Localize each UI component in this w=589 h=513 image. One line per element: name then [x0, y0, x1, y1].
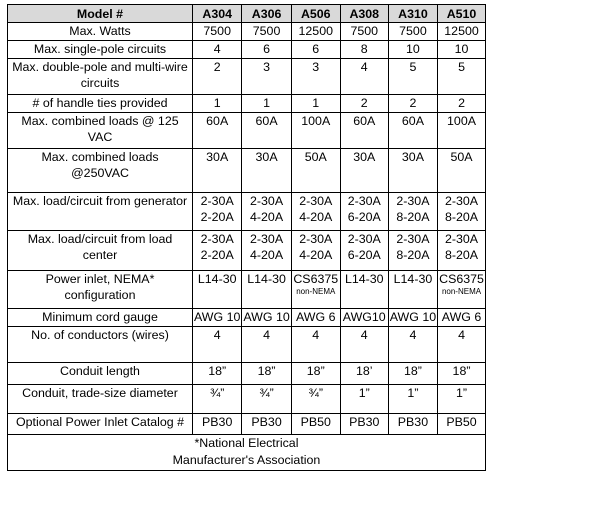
row-label-line: center	[82, 248, 118, 262]
cell-value: 2-30A	[347, 194, 381, 208]
table-cell	[438, 59, 486, 95]
cell-value: 8	[360, 42, 368, 56]
cell-value: 12500	[444, 24, 479, 38]
table-row	[8, 95, 486, 113]
column-header-a310: A310	[388, 5, 437, 23]
cell-value: 60A	[255, 114, 278, 128]
cell-value: 8-20A	[444, 248, 479, 262]
cell-value: ¾”	[308, 386, 323, 400]
cell-value: 7500	[350, 24, 379, 38]
cell-value: 12500	[298, 24, 333, 38]
table-row	[8, 327, 486, 363]
cell-value: 2	[458, 96, 465, 110]
column-header-a510: A510	[438, 5, 486, 23]
table-cell	[438, 363, 486, 385]
table-cell	[438, 149, 486, 193]
table-cell	[291, 231, 340, 271]
row-label-line: Max. combined loads @ 125	[21, 114, 179, 128]
table-cell	[438, 385, 486, 414]
cell-value: 18”	[306, 364, 325, 378]
table-cell	[291, 149, 340, 193]
cell-value: 50A	[450, 150, 473, 164]
table-cell	[291, 193, 340, 231]
row-label-line: Optional Power Inlet Catalog #	[15, 415, 185, 429]
cell-value: 3	[312, 60, 320, 74]
cell-value: 4	[360, 60, 368, 74]
row-label	[8, 41, 193, 59]
column-header-a506: A506	[291, 5, 340, 23]
table-row	[8, 41, 486, 59]
row-label	[8, 309, 193, 327]
table-cell	[242, 363, 291, 385]
cell-value: 2-30A	[250, 232, 284, 246]
cell-value: 2-20A	[200, 248, 234, 262]
row-label	[8, 95, 193, 113]
table-cell	[340, 149, 388, 193]
table-cell	[388, 309, 437, 327]
spec-table-container	[7, 4, 486, 471]
row-label-line: No. of conductors (wires)	[31, 328, 169, 342]
table-cell	[438, 23, 486, 41]
table-cell	[193, 414, 242, 435]
row-label-line: Max. load/circuit from load	[27, 232, 173, 246]
cell-value: 2-30A	[200, 232, 234, 246]
table-cell	[438, 231, 486, 271]
cell-value: AWG 6	[296, 310, 336, 324]
cell-value: 18”	[257, 364, 276, 378]
table-cell	[388, 363, 437, 385]
table-cell	[193, 385, 242, 414]
table-cell	[340, 193, 388, 231]
cell-value: 5	[458, 60, 465, 74]
cell-value: 4-20A	[299, 248, 333, 262]
table-cell	[340, 414, 388, 435]
table-cell	[242, 23, 291, 41]
table-cell	[388, 385, 437, 414]
cell-value: 6	[263, 42, 271, 56]
cell-value: 1”	[407, 386, 419, 400]
cell-value: 2-30A	[250, 194, 284, 208]
row-label-line: circuits	[80, 76, 120, 90]
table-cell	[340, 23, 388, 41]
row-label-line: VAC	[87, 130, 113, 144]
table-cell	[438, 327, 486, 363]
table-cell	[193, 149, 242, 193]
table-cell	[388, 41, 437, 59]
table-cell	[388, 23, 437, 41]
table-cell	[438, 414, 486, 435]
table-cell	[242, 41, 291, 59]
table-cell	[438, 271, 486, 309]
cell-value: 60A	[206, 114, 229, 128]
table-cell	[242, 149, 291, 193]
table-cell	[340, 363, 388, 385]
row-label	[8, 231, 193, 271]
cell-value: 1	[312, 96, 320, 110]
column-header-model: Model #	[8, 5, 193, 23]
cell-value: 2-30A	[396, 232, 430, 246]
table-cell	[291, 414, 340, 435]
cell-value: 7500	[252, 24, 281, 38]
table-cell	[388, 327, 437, 363]
cell-value: 4	[458, 328, 465, 342]
cell-value: 2-30A	[444, 232, 479, 246]
table-cell	[291, 95, 340, 113]
table-cell	[340, 113, 388, 149]
table-body	[8, 23, 486, 435]
cell-value: 30A	[255, 150, 278, 164]
table-cell	[340, 95, 388, 113]
cell-value: 8-20A	[444, 210, 479, 224]
table-cell	[388, 193, 437, 231]
table-cell	[242, 59, 291, 95]
cell-value: 1”	[358, 386, 370, 400]
row-label-line: Max. Watts	[69, 24, 131, 38]
cell-value: 30A	[206, 150, 229, 164]
cell-value: 30A	[353, 150, 376, 164]
cell-value: 2-20A	[200, 210, 234, 224]
cell-value: L14-30	[197, 272, 237, 286]
row-label	[8, 414, 193, 435]
table-cell	[193, 327, 242, 363]
table-cell	[242, 271, 291, 309]
cell-value: 18’	[355, 364, 373, 378]
cell-value: PB30	[202, 415, 233, 429]
table-cell	[193, 23, 242, 41]
table-cell	[340, 271, 388, 309]
table-cell	[291, 41, 340, 59]
row-label-line: Minimum cord gauge	[42, 310, 158, 324]
cell-value: L14-30	[393, 272, 433, 286]
cell-value: 3	[263, 60, 271, 74]
row-label	[8, 385, 193, 414]
cell-value: ¾”	[259, 386, 274, 400]
cell-value: PB30	[397, 415, 429, 429]
cell-note: non-NEMA	[296, 287, 336, 296]
table-cell	[242, 414, 291, 435]
table-cell	[193, 309, 242, 327]
cell-value: PB50	[300, 415, 331, 429]
table-cell	[291, 385, 340, 414]
table-cell	[340, 327, 388, 363]
table-cell	[193, 41, 242, 59]
table-cell	[291, 59, 340, 95]
table-cell	[388, 271, 437, 309]
table-cell	[438, 95, 486, 113]
table-cell	[291, 363, 340, 385]
column-header-a308: A308	[340, 5, 388, 23]
cell-value: AWG 10	[194, 310, 241, 324]
cell-value: 4-20A	[299, 210, 333, 224]
table-cell	[340, 59, 388, 95]
table-cell	[438, 193, 486, 231]
cell-value: 2-30A	[347, 232, 381, 246]
table-cell	[242, 309, 291, 327]
cell-value: AWG10	[342, 310, 386, 324]
row-label	[8, 23, 193, 41]
row-label	[8, 193, 193, 231]
cell-value: 2	[409, 96, 417, 110]
table-row	[8, 414, 486, 435]
table-cell	[242, 113, 291, 149]
table-cell	[291, 327, 340, 363]
table-cell	[438, 309, 486, 327]
cell-value: 2-30A	[200, 194, 234, 208]
cell-value: CS6375	[293, 272, 339, 286]
cell-value: 4	[213, 328, 221, 342]
table-cell	[242, 193, 291, 231]
column-header-a306: A306	[242, 5, 291, 23]
row-label-line: configuration	[64, 288, 136, 302]
cell-value: 4	[312, 328, 320, 342]
cell-value: 30A	[401, 150, 424, 164]
cell-value: 1	[263, 96, 271, 110]
spec-table	[7, 4, 486, 471]
cell-value: 60A	[401, 114, 424, 128]
cell-value: AWG 10	[243, 310, 290, 324]
table-cell	[193, 193, 242, 231]
cell-value: 2	[213, 60, 221, 74]
table-cell	[388, 231, 437, 271]
table-cell	[340, 231, 388, 271]
row-label-line: Max. load/circuit from generator	[12, 194, 188, 208]
cell-value: 18”	[208, 364, 227, 378]
cell-value: 2-30A	[299, 232, 333, 246]
cell-value: PB50	[446, 415, 477, 429]
cell-value: 100A	[301, 114, 331, 128]
cell-value: 6-20A	[347, 248, 381, 262]
cell-value: 4	[360, 328, 368, 342]
row-label-line: Conduit, trade-size diameter	[22, 386, 178, 400]
cell-value: 8-20A	[396, 210, 430, 224]
table-cell	[193, 95, 242, 113]
cell-value: AWG 10	[389, 310, 437, 324]
row-label	[8, 327, 193, 363]
cell-value: 4	[263, 328, 271, 342]
table-cell	[242, 385, 291, 414]
row-label-line: Conduit length	[60, 364, 140, 378]
cell-value: 18”	[452, 364, 471, 378]
row-label	[8, 113, 193, 149]
cell-value: 4	[213, 42, 221, 56]
table-cell	[388, 95, 437, 113]
cell-note: non-NEMA	[441, 287, 482, 296]
table-cell	[242, 231, 291, 271]
table-cell	[291, 309, 340, 327]
cell-value: 7500	[399, 24, 427, 38]
table-cell	[340, 309, 388, 327]
table-cell	[242, 327, 291, 363]
cell-value: 2	[360, 96, 368, 110]
row-label-line: Max. double-pole and multi-wire	[12, 60, 188, 74]
cell-value: 2-30A	[444, 194, 479, 208]
cell-value: 6	[312, 42, 320, 56]
cell-value: 1”	[456, 386, 468, 400]
table-cell	[340, 41, 388, 59]
footnote-row	[8, 435, 486, 471]
footnote-line: Manufacturer's Association	[172, 453, 321, 467]
table-cell	[291, 23, 340, 41]
table-cell	[388, 414, 437, 435]
row-label-line: Power inlet, NEMA*	[45, 272, 155, 286]
cell-value: 8-20A	[396, 248, 430, 262]
cell-value: 18”	[403, 364, 422, 378]
cell-value: CS6375	[439, 272, 484, 286]
row-label-line: # of handle ties provided	[32, 96, 168, 110]
cell-value: PB30	[349, 415, 380, 429]
table-cell	[242, 95, 291, 113]
cell-value: 100A	[447, 114, 476, 128]
table-row	[8, 23, 486, 41]
table-row	[8, 231, 486, 271]
cell-value: 4	[409, 328, 417, 342]
table-cell	[291, 113, 340, 149]
row-label	[8, 271, 193, 309]
row-label-line: @250VAC	[71, 166, 129, 180]
table-row	[8, 385, 486, 414]
table-header-row	[8, 5, 486, 23]
table-cell	[388, 149, 437, 193]
table-cell	[193, 363, 242, 385]
table-cell	[193, 271, 242, 309]
cell-value: L14-30	[247, 272, 286, 286]
table-cell	[438, 113, 486, 149]
row-label	[8, 149, 193, 193]
cell-value: 4-20A	[250, 210, 284, 224]
table-cell	[388, 113, 437, 149]
table-cell	[193, 113, 242, 149]
cell-value: AWG 6	[441, 310, 482, 324]
cell-value: 10	[406, 42, 420, 56]
table-cell	[340, 385, 388, 414]
column-header-a304: A304	[193, 5, 242, 23]
table-row	[8, 59, 486, 95]
table-cell	[291, 271, 340, 309]
cell-value: 4-20A	[250, 248, 284, 262]
cell-value: 5	[409, 60, 417, 74]
cell-value: 1	[213, 96, 221, 110]
footnote-line: *National Electrical	[194, 436, 299, 450]
cell-value: 2-30A	[396, 194, 430, 208]
cell-value: 7500	[203, 24, 231, 38]
table-cell	[388, 59, 437, 95]
cell-value: L14-30	[344, 272, 384, 286]
row-label	[8, 363, 193, 385]
table-row	[8, 113, 486, 149]
row-label-line: Max. combined loads	[41, 150, 159, 164]
table-cell	[438, 41, 486, 59]
footnote	[8, 435, 486, 471]
table-cell	[193, 59, 242, 95]
cell-value: 50A	[304, 150, 327, 164]
table-row	[8, 309, 486, 327]
table-row	[8, 363, 486, 385]
cell-value: PB30	[251, 415, 282, 429]
cell-value: 60A	[353, 114, 376, 128]
table-row	[8, 271, 486, 309]
cell-value: 6-20A	[347, 210, 381, 224]
row-label-line: Max. single-pole circuits	[33, 42, 167, 56]
table-cell	[193, 231, 242, 271]
table-row	[8, 149, 486, 193]
cell-value: ¾”	[209, 386, 225, 400]
cell-value: 2-30A	[299, 194, 333, 208]
table-row	[8, 193, 486, 231]
row-label	[8, 59, 193, 95]
cell-value: 10	[454, 42, 469, 56]
